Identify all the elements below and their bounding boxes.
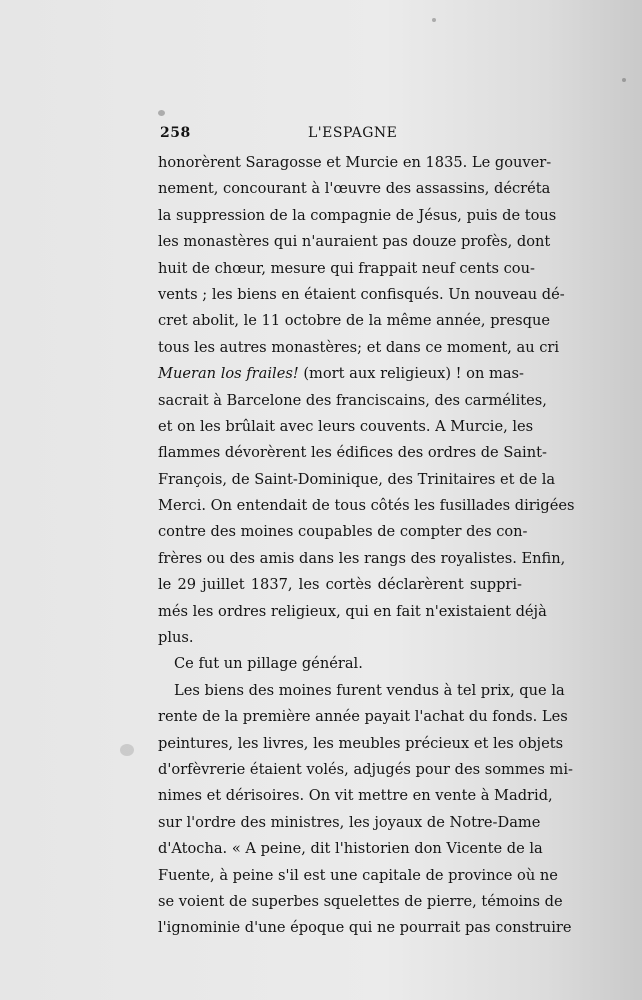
text-line: d'orfèvrerie étaient volés, adjugés pour des sommes mi- (158, 760, 573, 778)
text-line: nement, concourant à l'œuvre des assassins, décréta (158, 180, 551, 198)
text-line: frères ou des amis dans les rangs des royalistes. Enfin, (158, 549, 566, 567)
running-head: L'ESPAGNE (308, 125, 398, 141)
text-line: tous les autres monastères; et dans ce moment, au cri (158, 338, 560, 356)
ink-speck (622, 78, 626, 82)
text-line: Merci. On entendait de tous côtés les fusillades dirigées (158, 497, 575, 515)
page-header (160, 125, 515, 147)
text-line-with-italic (158, 361, 522, 387)
text-line: Les biens des moines furent vendus à tel prix, que la (174, 681, 565, 699)
text-line: Ce fut un pillage général. (174, 655, 363, 673)
text-line: les monastères qui n'auraient pas douze profès, dont (158, 233, 551, 251)
text-line: honorèrent Saragosse et Murcie en 1835. Le gouver- (158, 154, 552, 171)
italic-cry: Mueran los frailes! (158, 365, 299, 383)
text-line: d'Atocha. « A peine, dit l'historien don Vicente de la (158, 840, 543, 858)
text-line: François, de Saint-Dominique, des Trinitaires et de la (158, 470, 556, 488)
text-line: sur l'ordre des ministres, les joyaux de Notre-Dame (158, 813, 541, 831)
text-line: peintures, les livres, les meubles précieux et les objets (158, 734, 564, 752)
text-line: rente de la première année payait l'achat du fonds. Les (158, 708, 568, 726)
text-line: le 29 juillet 1837, les cortès déclarèrent suppri- (158, 576, 522, 594)
text-line: cret abolit, le 11 octobre de la même année, presque (158, 312, 551, 330)
text-line: et on les brûlait avec leurs couvents. A Murcie, les (158, 417, 534, 435)
text-line: se voient de superbes squelettes de pierre, témoins de (158, 892, 563, 910)
ink-speck (432, 18, 436, 22)
body-text (158, 150, 575, 942)
text-line: contre des moines coupables de compter des con- (158, 523, 528, 541)
text-line: més les ordres religieux, qui en fait n'existaient déjà (158, 602, 547, 620)
text-line: l'ignominie d'une époque qui ne pourrait pas construire (158, 919, 572, 937)
text-line: flammes dévorèrent les édifices des ordres de Saint- (158, 444, 547, 462)
ink-speck (158, 110, 165, 116)
text-line: sacrait à Barcelone des franciscains, des carmélites, (158, 391, 547, 409)
text-line: Fuente, à peine s'il est une capitale de province où ne (158, 866, 558, 884)
text-line: plus. (158, 629, 194, 647)
text-line: vents ; les biens en étaient confisqués. Un nouveau dé- (158, 285, 565, 303)
text-line-rest: (mort aux religieux) ! on mas- (303, 365, 524, 383)
text-line: la suppression de la compagnie de Jésus, puis de tous (158, 206, 557, 224)
ink-speck (120, 744, 134, 756)
page-number: 258 (160, 125, 191, 141)
text-line: nimes et dérisoires. On vit mettre en vente à Madrid, (158, 787, 553, 805)
text-line: huit de chœur, mesure qui frappait neuf cents cou- (158, 259, 535, 277)
